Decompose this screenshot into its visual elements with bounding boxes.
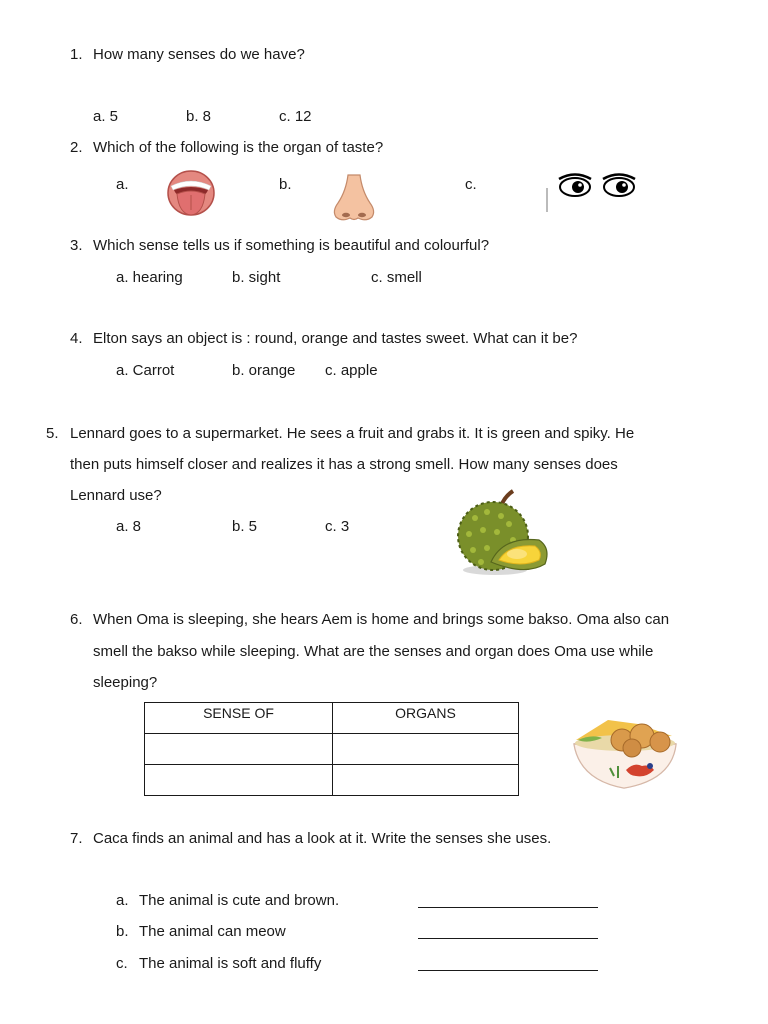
- q1-option-b: b. 8: [186, 108, 212, 125]
- q3-option-b: b. sight: [232, 269, 281, 286]
- table-header-organs: ORGANS: [333, 703, 519, 734]
- q7-item-a-text: The animal is cute and brown.: [139, 892, 340, 909]
- q7-item-c-label: c.: [116, 955, 128, 972]
- q7-item-c-text: The animal is soft and fluffy: [139, 955, 322, 972]
- q4-text: Elton says an object is : round, orange and tastes sweet. What can it be?: [93, 330, 578, 347]
- q3-option-c: c. smell: [371, 269, 422, 286]
- table-header-row: [145, 703, 519, 734]
- q6-number: 6.: [70, 611, 83, 628]
- q2-number: 2.: [70, 139, 83, 156]
- q1-option-a: a. 5: [93, 108, 119, 125]
- mouth-tongue-icon: [165, 168, 217, 220]
- q7-item-b-answer-line[interactable]: [418, 938, 598, 939]
- table-cell-organ[interactable]: [333, 765, 519, 796]
- q5-option-b: b. 5: [232, 518, 258, 535]
- q3-option-a: a. hearing: [116, 269, 183, 286]
- q1-number: 1.: [70, 46, 83, 63]
- q5-text-line3: Lennard use?: [70, 487, 162, 504]
- q5-number: 5.: [46, 425, 59, 442]
- bakso-bowl-icon: [568, 710, 683, 792]
- table-cell-sense[interactable]: [145, 734, 333, 765]
- sense-organ-table: [144, 702, 519, 796]
- q7-item-b-label: b.: [116, 923, 129, 940]
- q6-text-line2: smell the bakso while sleeping. What are the senses and organ does Oma use while: [93, 643, 654, 660]
- table-row: [145, 734, 519, 765]
- q1-option-c: c. 12: [279, 108, 312, 125]
- table-row: [145, 765, 519, 796]
- q7-number: 7.: [70, 830, 83, 847]
- q7-item-a-label: a.: [116, 892, 129, 909]
- q3-number: 3.: [70, 237, 83, 254]
- q4-number: 4.: [70, 330, 83, 347]
- q5-option-a: a. 8: [116, 518, 142, 535]
- q2-text: Which of the following is the organ of taste?: [93, 139, 384, 156]
- q2-option-c: c.: [465, 176, 477, 193]
- table-header-sense: SENSE OF: [145, 703, 333, 734]
- eyes-icon: [545, 168, 640, 214]
- table-cell-organ[interactable]: [333, 734, 519, 765]
- q7-item-a-answer-line[interactable]: [418, 907, 598, 908]
- q4-option-c: c. apple: [325, 362, 378, 379]
- table-cell-sense[interactable]: [145, 765, 333, 796]
- q6-text-line1: When Oma is sleeping, she hears Aem is home and brings some bakso. Oma also can: [93, 611, 670, 628]
- q4-option-b: b. orange: [232, 362, 296, 379]
- q5-option-c: c. 3: [325, 518, 350, 535]
- q7-item-b-text: The animal can meow: [139, 923, 286, 940]
- q2-option-b: b.: [279, 176, 292, 193]
- q7-item-c-answer-line[interactable]: [418, 970, 598, 971]
- nose-icon: [330, 173, 378, 223]
- q6-text-line3: sleeping?: [93, 674, 158, 691]
- q5-text-line1: Lennard goes to a supermarket. He sees a fruit and grabs it. It is green and spiky. He: [70, 425, 635, 442]
- q2-option-a: a.: [116, 176, 129, 193]
- q1-text: How many senses do we have?: [93, 46, 305, 63]
- q7-text: Caca finds an animal and has a look at it. Write the senses she uses.: [93, 830, 552, 847]
- q5-text-line2: then puts himself closer and realizes it has a strong smell. How many senses does: [70, 456, 618, 473]
- q3-text: Which sense tells us if something is beautiful and colourful?: [93, 237, 490, 254]
- q4-option-a: a. Carrot: [116, 362, 175, 379]
- durian-icon: [455, 488, 555, 580]
